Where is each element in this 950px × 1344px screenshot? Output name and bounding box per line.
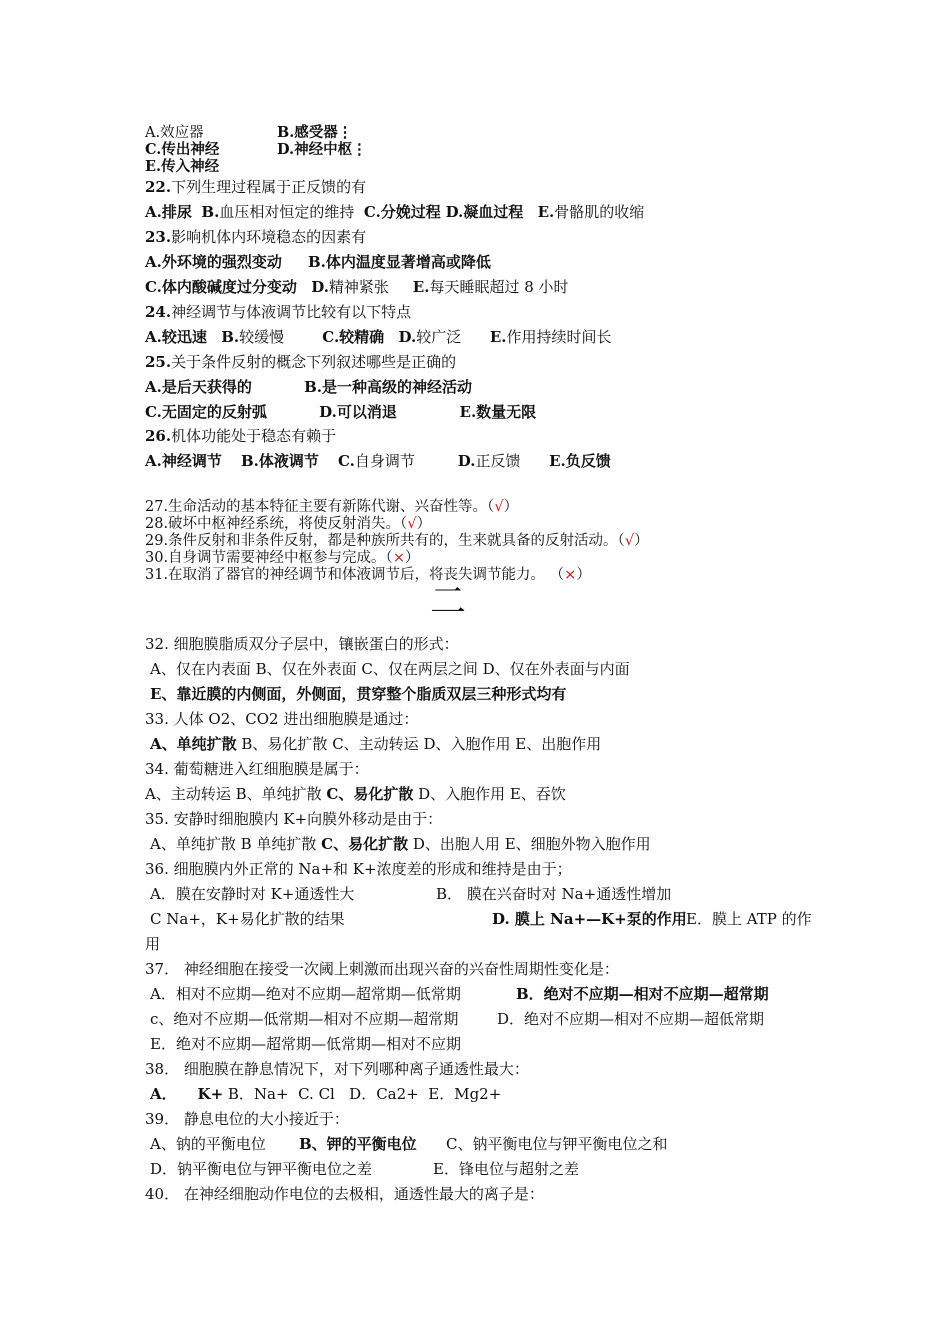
q25-stem: 25.关于条件反射的概念下列叙述哪些是正确的 <box>145 353 457 371</box>
q36-option-b: B． 膜在兴奋时对 Na+通透性增加 <box>436 885 672 903</box>
check-mark-icon: √ <box>494 499 504 515</box>
q21-option-c: C.传出神经 <box>145 141 220 158</box>
q40-stem: 40． 在神经细胞动作电位的去极相，通透性最大的离子是： <box>145 1185 544 1203</box>
q37-stem: 37． 神经细胞在接受一次阈上刺激而出现兴奋的兴奋性周期性变化是： <box>145 960 619 978</box>
q36-option-c: C Na+，K+易化扩散的结果 <box>150 910 345 928</box>
q26-options: A.神经调节 B.体液调节 C.自身调节 D.正反馈 E.负反馈 <box>145 452 611 470</box>
q36-option-d: D. 膜上 Na+—K+泵的作用 <box>492 910 687 928</box>
q23-stem: 23.影响机体内环境稳态的因素有 <box>145 228 367 246</box>
q39-option-d: D．钠平衡电位与钾平衡电位之差 <box>150 1160 373 1178</box>
q36-option-e: E．膜上 ATP 的作 <box>686 910 812 928</box>
q36-option-e-cont: 用 <box>145 935 161 953</box>
judge-item: 27.生命活动的基本特征主要有新陈代谢、兴奋性等。（√） <box>145 499 519 515</box>
cross-mark-icon: × <box>564 567 577 583</box>
q35-options: A、单纯扩散 B 单纯扩散 C、易化扩散 D、出胞人用 E、细胞外物入胞作用 <box>150 835 651 853</box>
q36-stem: 36. 细胞膜内外正常的 Na+和 K+浓度差的形成和维持是由于； <box>145 860 572 878</box>
q32-option-e: E、靠近膜的内侧面，外侧面，贯穿整个脂质双层三种形式均有 <box>150 685 567 703</box>
q39-stem: 39． 静息电位的大小接近于： <box>145 1110 349 1128</box>
q23-options-cde: C.体内酸碱度过分变动 D.精神紧张 E.每天睡眠超过 8 小时 <box>145 278 569 296</box>
cross-mark-icon: × <box>392 550 405 566</box>
q23-options-ab: A.外环境的强烈变动 B.体内温度显著增高或降低 <box>145 253 491 271</box>
q25-options-ab: A.是后天获得的 B.是一种高级的神经活动 <box>145 378 473 396</box>
judge-item: 28.破坏中枢神经系统，将使反射消失。（√） <box>145 516 432 532</box>
q36-option-a: A．膜在安静时对 K+通透性大 <box>150 885 355 903</box>
check-mark-icon: √ <box>624 533 635 549</box>
q35-stem: 35. 安静时细胞膜内 K+向膜外移动是由于： <box>145 810 443 828</box>
q26-stem: 26.机体功能处于稳态有赖于 <box>145 427 337 445</box>
section-heading: 二 <box>430 581 467 622</box>
q39-option-a: A、钠的平衡电位 <box>150 1135 266 1153</box>
q21-option-e: E.传入神经 <box>145 158 220 175</box>
q33-options: A、单纯扩散 B、易化扩散 C、主动转运 D、入胞作用 E、出胞作用 <box>150 735 602 753</box>
q34-options: A、主动转运 B、单纯扩散 C、易化扩散 D、入胞作用 E、吞饮 <box>145 785 566 803</box>
q24-stem: 24.神经调节与体液调节比较有以下特点 <box>145 303 412 321</box>
q34-stem: 34. 葡萄糖进入红细胞膜是属于： <box>145 760 369 778</box>
q21-option-a: A.效应器 <box>145 125 204 141</box>
q22-options: A.排尿 B.血压相对恒定的维持 C.分娩过程 D.凝血过程 E.骨骼肌的收缩 <box>145 203 645 221</box>
q32-stem: 32. 细胞膜脂质双分子层中，镶嵌蛋白的形式： <box>145 635 459 653</box>
q39-option-b: B、钾的平衡电位 <box>299 1135 417 1153</box>
q25-options-cde: C.无固定的反射弧 D.可以消退 E.数量无限 <box>145 403 537 421</box>
judge-item: 31.在取消了器官的神经调节和体液调节后，将丧失调节能力。 （×） <box>145 567 591 583</box>
q37-option-e: E．绝对不应期—超常期—低常期—相对不应期 <box>150 1035 461 1053</box>
q33-stem: 33. 人体 O2、CO2 进出细胞膜是通过： <box>145 710 419 728</box>
q38-stem: 38． 细胞膜在静息情况下，对下列哪种离子通透性最大： <box>145 1060 529 1078</box>
q37-option-a: A．相对不应期—绝对不应期—超常期—低常期 <box>150 985 461 1003</box>
q39-option-e: E．锋电位与超射之差 <box>433 1160 579 1178</box>
q22-stem: 22.下列生理过程属于正反馈的有 <box>145 178 367 196</box>
q38-options: A． K+ B．Na+ C. Cl D．Ca2+ E．Mg2+ <box>150 1085 502 1103</box>
q39-option-c: C、钠平衡电位与钾平衡电位之和 <box>446 1135 668 1153</box>
check-mark-icon: √ <box>407 516 417 532</box>
q37-option-d: D．绝对不应期—相对不应期—超低常期 <box>497 1010 765 1028</box>
judge-item: 30.自身调节需要神经中枢参与完成。（×） <box>145 550 420 566</box>
q24-options: A.较迅速 B.较缓慢 C.较精确 D.较广泛 E.作用持续时间长 <box>145 328 612 346</box>
q37-option-c: c、绝对不应期—低常期—相对不应期—超常期 <box>150 1010 459 1028</box>
q37-option-b: B．绝对不应期—相对不应期—超常期 <box>516 985 769 1003</box>
judge-item: 29.条件反射和非条件反射，都是种族所共有的，生来就具备的反射活动。（√） <box>145 533 649 549</box>
q32-options: A、仅在内表面 B、仅在外表面 C、仅在两层之间 D、仅在外表面与内面 <box>150 660 630 678</box>
q21-option-d: D.神经中枢⋮ <box>277 141 367 158</box>
q21-option-b: B.感受器⋮ <box>277 124 353 141</box>
